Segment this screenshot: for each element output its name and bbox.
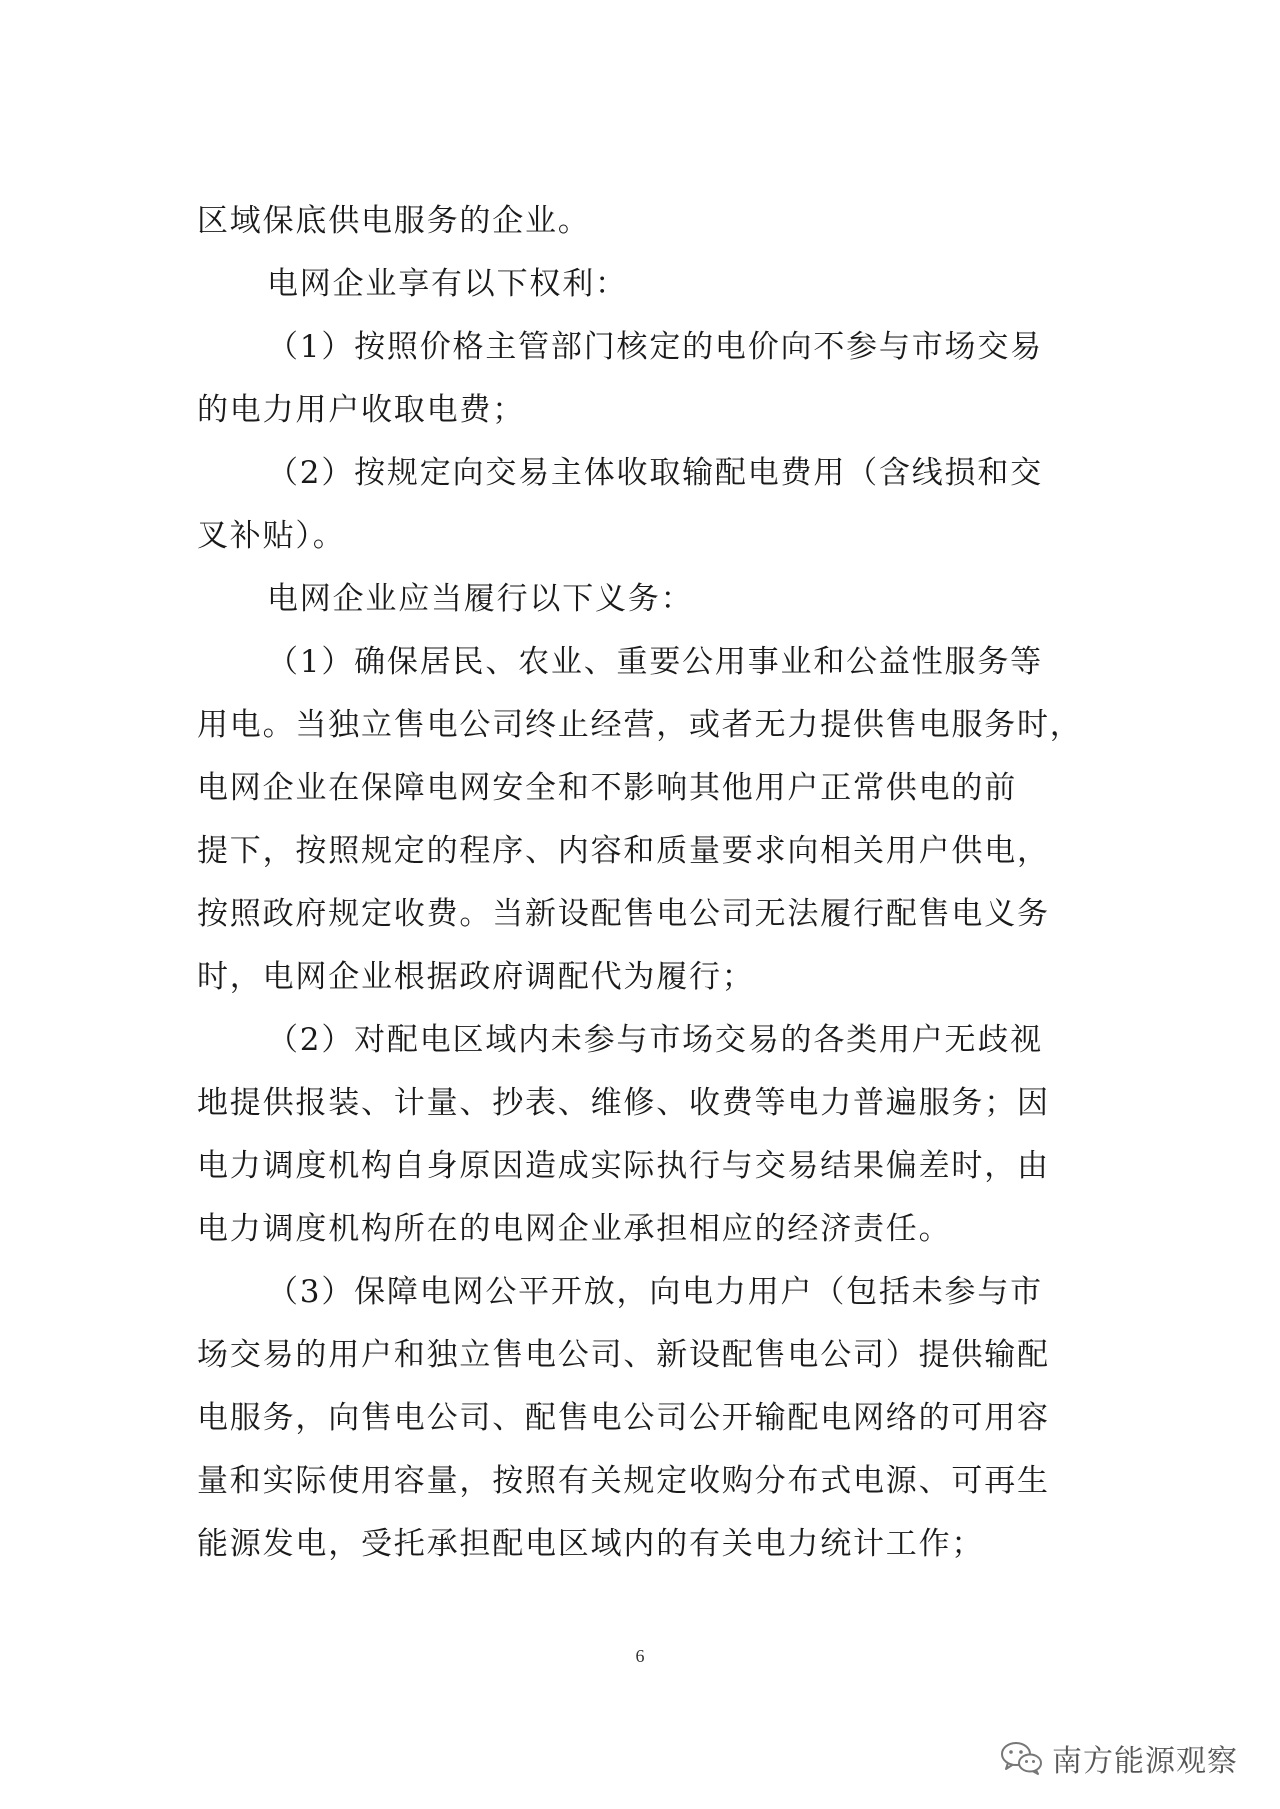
text-line: 电力调度机构所在的电网企业承担相应的经济责任。 xyxy=(197,1211,952,1247)
text-line: 电力调度机构自身原因造成实际执行与交易结果偏差时，由 xyxy=(197,1148,1050,1184)
paragraph xyxy=(197,190,1087,253)
text-line: （2）按规定向交易主体收取输配电费用（含线损和交 xyxy=(267,455,1043,491)
text-line: 区域保底供电服务的企业。 xyxy=(197,203,591,239)
paragraph xyxy=(197,1009,1087,1261)
text-line: 地提供报装、计量、抄表、维修、收费等电力普遍服务；因 xyxy=(197,1085,1050,1121)
paragraph xyxy=(197,568,1087,631)
watermark xyxy=(1000,1736,1238,1780)
text-line: 场交易的用户和独立售电公司、新设配售电公司）提供输配 xyxy=(197,1337,1050,1373)
page-number: 6 xyxy=(635,1646,645,1666)
paragraph xyxy=(197,442,1087,568)
text-line: 电网企业应当履行以下义务： xyxy=(267,581,694,617)
text-line: 电网企业在保障电网安全和不影响其他用户正常供电的前 xyxy=(197,770,1017,806)
text-line: （1）确保居民、农业、重要公用事业和公益性服务等 xyxy=(267,644,1043,680)
text-line: 电服务，向售电公司、配售电公司公开输配电网络的可用容 xyxy=(197,1400,1050,1436)
text-line: 用电。当独立售电公司终止经营，或者无力提供售电服务时， xyxy=(197,707,1083,743)
text-line: 量和实际使用容量，按照有关规定收购分布式电源、可再生 xyxy=(197,1463,1050,1499)
text-line: （1）按照价格主管部门核定的电价向不参与市场交易 xyxy=(267,329,1043,365)
paragraph xyxy=(197,253,1087,316)
text-line: 电网企业享有以下权利： xyxy=(267,266,628,302)
text-line: 时，电网企业根据政府调配代为履行； xyxy=(197,959,755,995)
text-line: 能源发电，受托承担配电区域内的有关电力统计工作； xyxy=(197,1526,985,1562)
text-line: 按照政府规定收费。当新设配售电公司无法履行配售电义务 xyxy=(197,896,1050,932)
watermark-text: 南方能源观察 xyxy=(1052,1744,1238,1779)
text-line: （3）保障电网公平开放，向电力用户（包括未参与市 xyxy=(267,1274,1043,1310)
paragraph xyxy=(197,316,1087,442)
document-body xyxy=(197,190,1087,1576)
paragraph xyxy=(197,1261,1087,1576)
text-line: （2）对配电区域内未参与市场交易的各类用户无歧视 xyxy=(267,1022,1043,1058)
text-line: 叉补贴）。 xyxy=(197,518,346,554)
wechat-icon xyxy=(1000,1740,1044,1776)
text-line: 提下，按照规定的程序、内容和质量要求向相关用户供电， xyxy=(197,833,1050,869)
text-line: 的电力用户收取电费； xyxy=(197,392,525,428)
paragraph xyxy=(197,631,1087,1009)
